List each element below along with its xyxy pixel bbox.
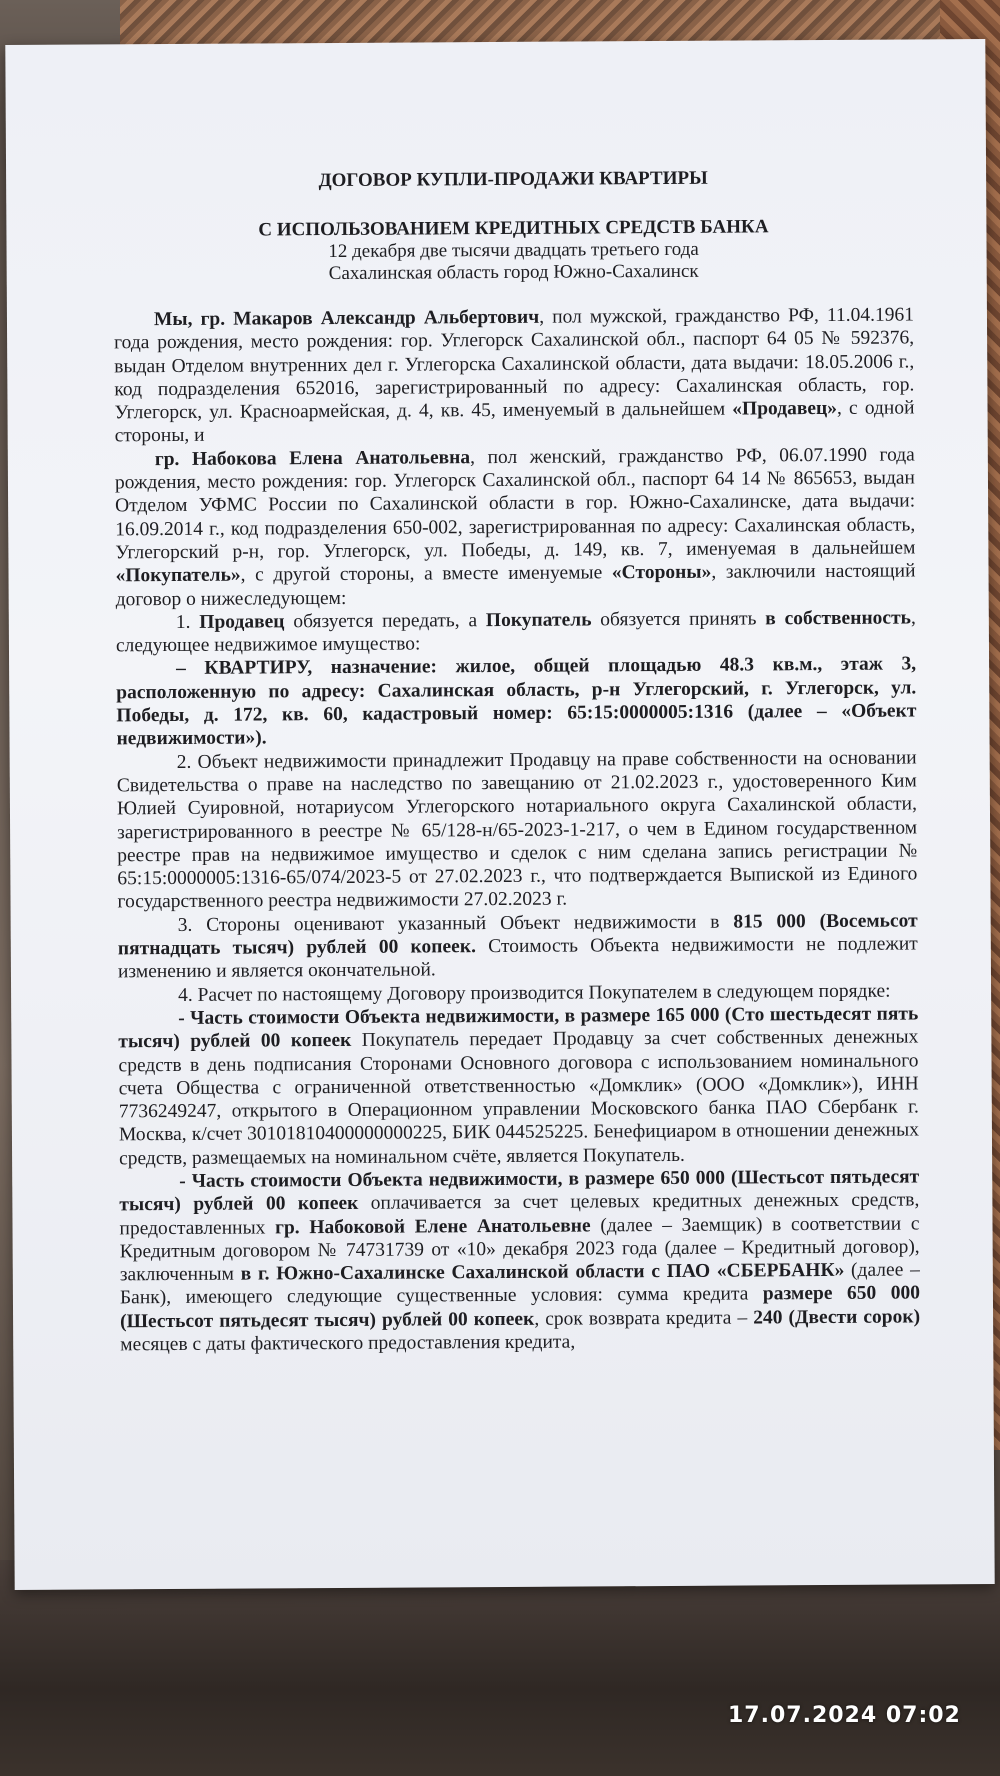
seller-name: Мы, гр. Макаров Александр Альбертович <box>153 306 540 331</box>
document-place: Сахалинская область город Южно-Сахалинск <box>328 260 699 285</box>
document-sheet <box>5 39 994 1590</box>
document-date: 12 декабря две тысячи двадцать третьего года <box>328 238 699 263</box>
buyer-name: гр. Набокова Елена Анатольевна <box>154 446 471 470</box>
section-4: 4. Расчет по настоящему Договору производится Покупателем в следующем порядке: <box>178 980 891 1006</box>
section-4-part-a: - Часть стоимости Объекта недвижимости, в размере 165 000 (Сто шестьдесят пять тысяч) рублей 00 копеек Покупатель передает Продавцу за счет собственных денежных средств в день подписания Сторонами Основного договора с использованием номинального счета Общества с ограниченной ответственностью «Домклик» (ООО «Домклик»), ИНН 7736249247, открытого в Операционном управлении Московского банка ПАО Сбербанк г. Москва, к/счет 30101810400000000225, БИК 044525225. Бенефициаром в отношении денежных средств, размещаемых на номинальном счёте, является Покупатель. <box>118 1003 920 1170</box>
paragraph-buyer: гр. Набокова Елена Анатольевна, пол женский, гражданство РФ, 06.07.1990 года рождения, место рождения: гор. Углегорск Сахалинской обл., паспорт 64 14 № 865653, выдан Отделом УФМС России по Сахалинской области в гор. Южно-Сахалинске, дата выдачи: 16.09.2014 г., код подразделения 650-002, зарегистрированная по адресу: Сахалинская область, Углегорский р-н, гор. Углегорск, ул. Победы, д. 149, кв. 7, именуемая в дальнейшем «Покупатель», с другой стороны, а вместе именуемые «Стороны», заключили настоящий договор о нижеследующем: <box>114 444 916 610</box>
photo-timestamp: 17.07.2024 07:02 <box>728 1703 961 1728</box>
section-2: 2. Объект недвижимости принадлежит Продавцу на праве собственности на основании Свидетельства о праве на наследство по завещанию от 21.02.2023 г., удостоверенного Ким Юлией Суировной, нотариусом Углегорского нотариального округа Сахалинской области, зарегистрированного в реестре № 65/128-н/65-2023-1-217, о чем в Едином государственном реестре прав на недвижимое имущество и сделок с ним сделана запись регистрации № 65:15:0000005:1316-65/074/2023-5 от 27.02.2023 г., что подтверждается Выпиской из Единого государственного реестра недвижимости 27.02.2023 г. <box>116 747 918 913</box>
document-body <box>113 139 920 1356</box>
background-table <box>0 1560 1000 1776</box>
section-3: 3. Стороны оценивают указанный Объект недвижимости в 815 000 (Восемьсот пятнадцать тысяч) рублей 00 копеек. Стоимость Объекта недвижимости не подлежит изменению и является окончательной. <box>117 910 918 983</box>
document-title-line-2: С ИСПОЛЬЗОВАНИЕМ КРЕДИТНЫХ СРЕДСТВ БАНКА <box>258 216 769 241</box>
paragraph-seller: Мы, гр. Макаров Александр Альбертович, пол мужской, гражданство РФ, 11.04.1961 года рождения, место рождения: гор. Углегорск Сахалинской обл., паспорт 64 05 № 592376, выдан Отделом внутренних дел г. Углегорска Сахалинской области, дата выдачи: 18.05.2006 г., код подразделения 652016, зарегистрированный по адресу: Сахалинская область, гор. Углегорск, ул. Красноармейская, д. 4, кв. 45, именуемый в дальнейшем «Продавец», с одной стороны, и <box>114 304 915 447</box>
section-4-part-b: - Часть стоимости Объекта недвижимости, в размере 650 000 (Шестьсот пятьдесят тысяч) рублей 00 копеек оплачивается за счет целевых кредитных денежных средств, предоставленных гр. Набоковой Елене Анатольевне (далее – Заемщик) в соответствии с Кредитным договором № 74731739 от «10» декабря 2023 года (далее – Кредитный договор), заключенным в г. Южно-Сахалинске Сахалинской области с ПАО «СБЕРБАНК» (далее – Банк), имеющего следующие существенные условия: сумма кредита размере 650 000 (Шестьсот пятьдесят тысяч) рублей 00 копеек, срок возврата кредита – 240 (Двести сорок) месяцев с даты фактического предоставления кредита, <box>119 1166 921 1356</box>
section-1-object: – КВАРТИРУ, назначение: жилое, общей площадью 48.3 кв.м., этаж 3, расположенную по адресу: Сахалинская область, р-н Углегорский, г. Углегорск, ул. Победы, д. 172, кв. 60, кадастровый номер: 65:15:0000005:1316 (далее – «Объект недвижимости»). <box>116 653 917 750</box>
document-title-line-1: ДОГОВОР КУПЛИ-ПРОДАЖИ КВАРТИРЫ <box>318 167 708 192</box>
section-1: 1. Продавец обязуется передать, а Покупатель обязуется принять в собственность, следующее недвижимое имущество: <box>115 607 916 657</box>
